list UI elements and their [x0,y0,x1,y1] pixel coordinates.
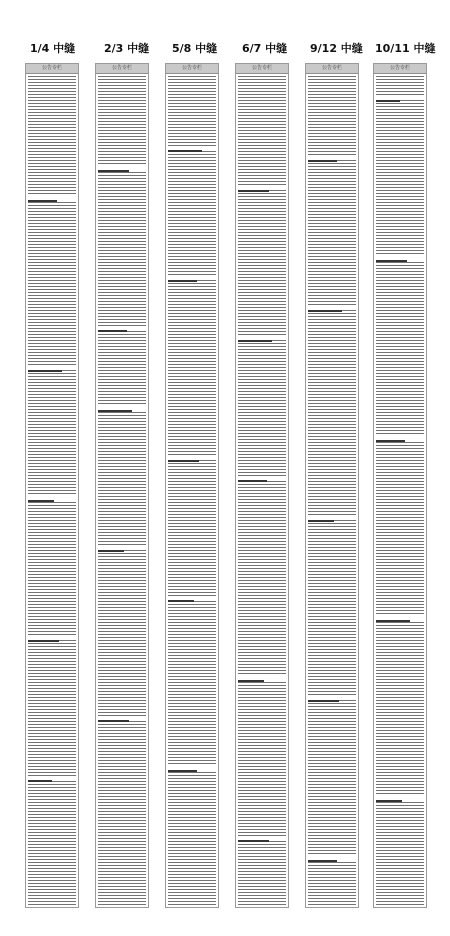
column-header: 公告专栏 [374,64,426,74]
column-title-6: 10/11 中缝 [375,42,436,55]
column-text-block [308,76,356,905]
column-text-block [98,76,146,905]
notice-column-3 [165,63,219,908]
column-title-5: 9/12 中缝 [310,42,363,55]
column-text-block [168,76,216,905]
notice-column-2 [95,63,149,908]
column-header: 公告专栏 [306,64,358,74]
column-header: 公告专栏 [166,64,218,74]
column-title-1: 1/4 中缝 [30,42,76,55]
column-title-2: 2/3 中缝 [104,42,150,55]
notice-column-1 [25,63,79,908]
notice-column-4 [235,63,289,908]
column-header: 公告专栏 [96,64,148,74]
column-header: 公告专栏 [26,64,78,74]
column-title-3: 5/8 中缝 [172,42,218,55]
column-text-block [28,76,76,905]
notice-column-6 [373,63,427,908]
column-title-4: 6/7 中缝 [242,42,288,55]
column-header: 公告专栏 [236,64,288,74]
column-text-block [238,76,286,905]
notice-column-5 [305,63,359,908]
column-text-block [376,76,424,905]
